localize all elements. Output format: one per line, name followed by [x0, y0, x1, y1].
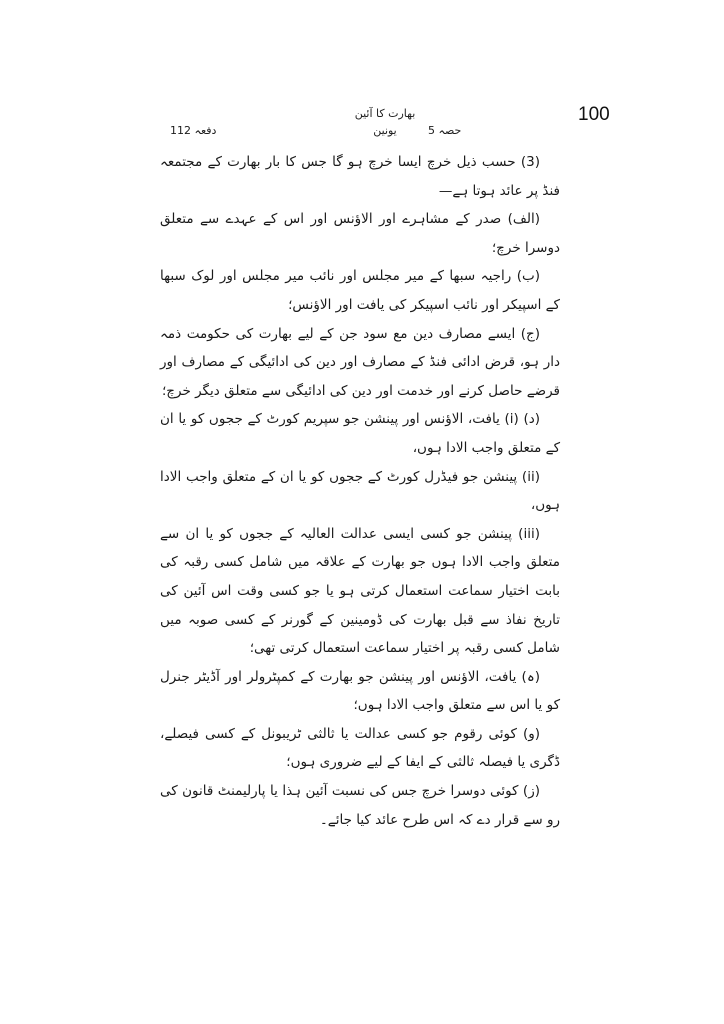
article-body — [160, 148, 560, 834]
clause-ze: (ز) کوئی دوسرا خرچ جس کی نسبت آئین ہذا یا پارلیمنٹ قانون کی رو سے قرار دے کہ اس طرح عائد کیا جائے۔ — [160, 783, 560, 828]
section-number: دفعہ 112 — [170, 124, 217, 137]
clause-be: (ب) راجیہ سبھا کے میر مجلس اور نائب میر مجلس اور لوک سبھا کے اسپیکر اور نائب اسپیکر کی یافت اور الاؤنس؛ — [160, 268, 560, 313]
clause-jeem: (ج) ایسے مصارف دین مع سود جن کے لیے بھارت کی حکومت ذمہ دار ہو، قرض ادائی فنڈ کے مصارف اور دین کی ادائیگی کے مصارف اور قرضے حاصل کرنے اور خدمت اور دین کی ادائیگی سے متعلق دیگر خرچ؛ — [160, 325, 560, 399]
clause-dal-ii: (ii) پینشن جو فیڈرل کورٹ کے ججوں کو یا ان کے متعلق واجب الادا ہوں، — [160, 468, 560, 514]
part-title: یونین — [373, 124, 397, 137]
book-title: بھارت کا آئین — [354, 107, 416, 120]
clause-3: (3) حسب ذیل خرچ ایسا خرچ ہو گا جس کا بار بھارت کے مجتمعہ فنڈ پر عائد ہوتا ہے— — [160, 154, 560, 199]
clause-alif: (الف) صدر کے مشاہرے اور الاؤنس اور اس کے عہدے سے متعلق دوسرا خرچ؛ — [160, 211, 560, 256]
clause-dal-i: (د) (i) یافت، الاؤنس اور پینشن جو سپریم کورٹ کے ججوں کو یا ان کے متعلق واجب الادا ہوں، — [160, 411, 560, 456]
clause-dal-iii: (iii) پینشن جو کسی ایسی عدالت العالیہ کے ججوں کو یا ان سے متعلق واجب الادا ہوں جو بھارت کے علاقہ میں شامل کسی رقبہ کی بابت اختیار سماعت استعمال کرتی ہو یا جو کسی وقت اس آئین کی تاریخ نفاذ سے قبل بھارت کی ڈومینین کے گورنر کے کسی صوبہ میں شامل کسی رقبہ پر اختیار سماعت استعمال کرتی تھی؛ — [160, 525, 560, 657]
part-number: حصہ 5 — [428, 124, 462, 137]
clause-wao: (و) کوئی رقوم جو کسی عدالت یا ثالثی ٹریبونل کے کسی فیصلے، ڈگری یا فیصلہ ثالثی کے ایفا کے لیے ضروری ہوں؛ — [160, 725, 560, 771]
page-number: 100 — [578, 104, 610, 125]
clause-he: (ہ) یافت، الاؤنس اور پینشن جو بھارت کے کمپٹرولر اور آڈیٹر جنرل کو یا اس سے متعلق واجب الادا ہوں؛ — [160, 668, 560, 714]
